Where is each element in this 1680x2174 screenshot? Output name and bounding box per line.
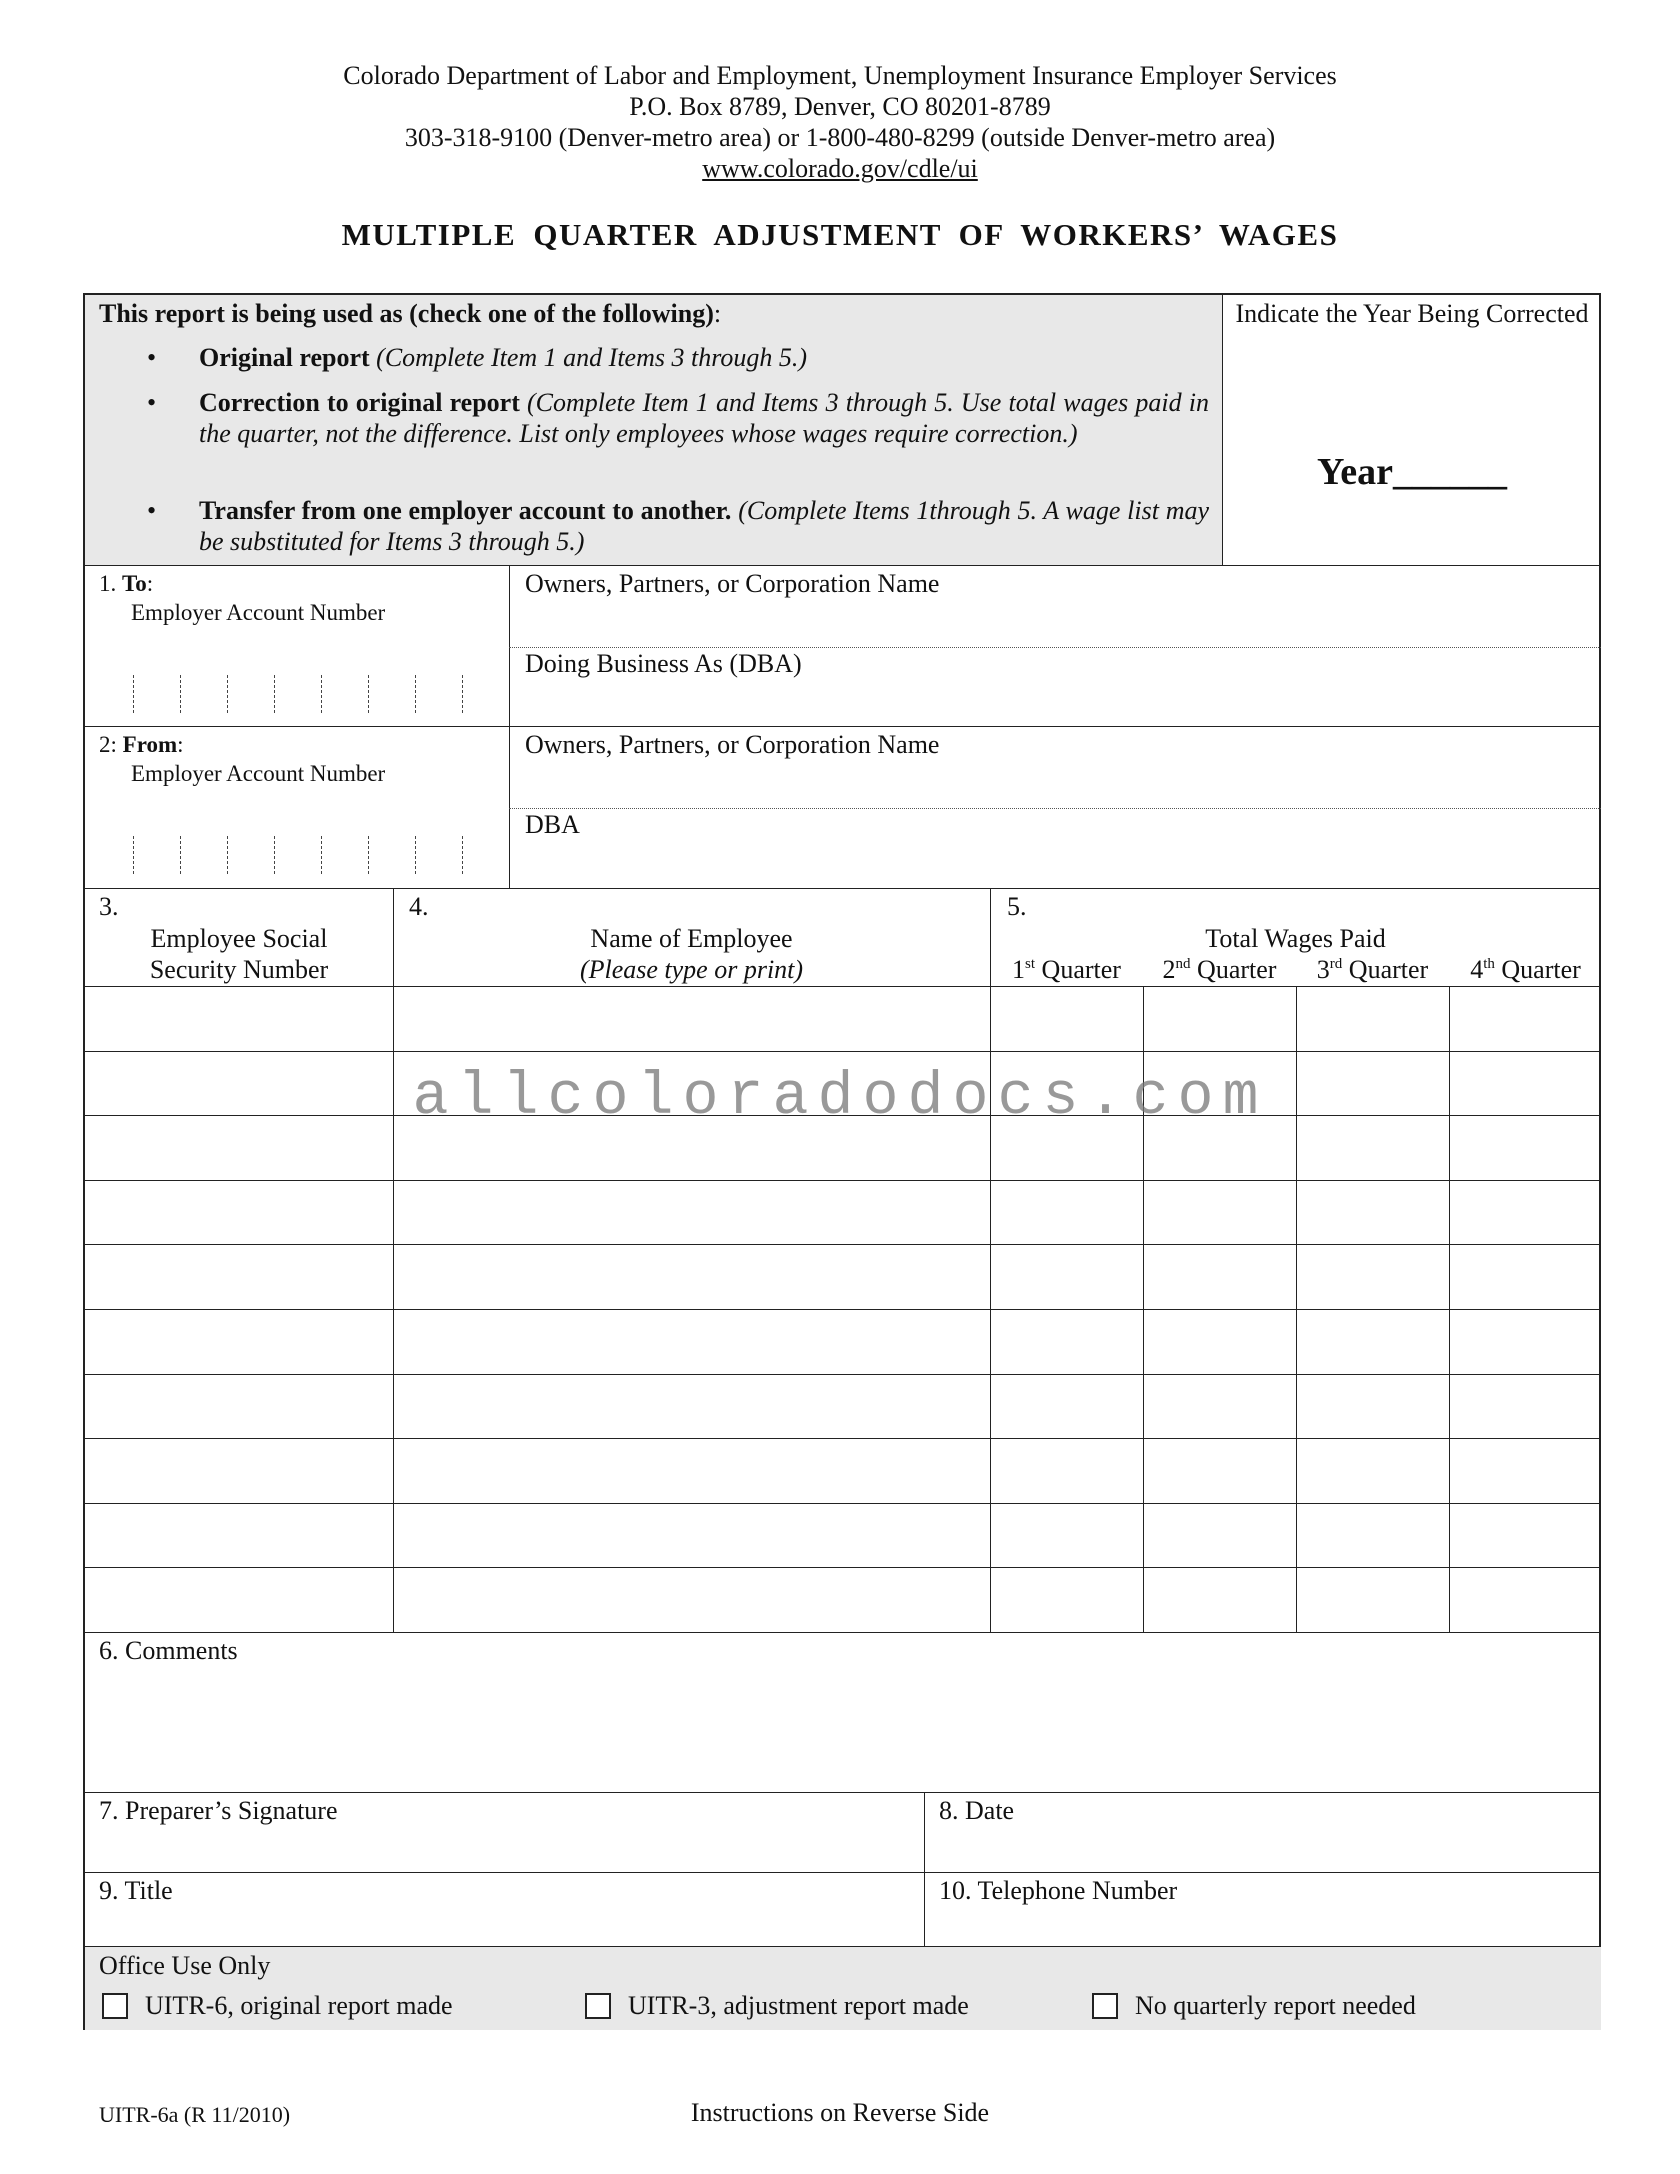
col3-number: 3. bbox=[99, 892, 119, 921]
q3-wages-cell[interactable] bbox=[1296, 1438, 1449, 1503]
item2-owner-label: Owners, Partners, or Corporation Name bbox=[525, 730, 940, 759]
form-id: UITR-6a (R 11/2010) bbox=[99, 2102, 291, 2127]
row-divider bbox=[85, 1438, 1601, 1439]
checkbox-uitr3-label: UITR-3, adjustment report made bbox=[628, 1991, 969, 2020]
quarter-header-3: 3rd Quarter bbox=[1316, 955, 1429, 984]
row-divider bbox=[85, 1180, 1601, 1181]
item1-account-label: Employer Account Number bbox=[131, 600, 386, 625]
option-correction-label: Correction to original report bbox=[199, 388, 520, 417]
q1-wages-cell[interactable] bbox=[990, 1180, 1143, 1245]
item2-owner-input[interactable] bbox=[515, 761, 1595, 806]
ssn-cell[interactable] bbox=[85, 1438, 393, 1503]
q3-wages-cell[interactable] bbox=[1296, 1309, 1449, 1374]
item1-owner-input[interactable] bbox=[515, 600, 1595, 645]
q4-wages-cell[interactable] bbox=[1449, 1374, 1601, 1439]
item1-dba-label: Doing Business As (DBA) bbox=[525, 649, 802, 678]
option-correction-note: (Complete Item 1 and Items 3 through 5. Use total wages paid in the quarter, not the difference. List only employees whose wages require correction.) bbox=[199, 388, 1210, 448]
checkbox-no-report[interactable] bbox=[1092, 1993, 1118, 2019]
col4-number: 4. bbox=[409, 892, 429, 921]
agency-address: P.O. Box 8789, Denver, CO 80201-8789 bbox=[629, 92, 1051, 121]
q1-wages-cell[interactable] bbox=[990, 1503, 1143, 1568]
signature-label: 7. Preparer’s Signature bbox=[99, 1796, 338, 1825]
item2-dba-input[interactable] bbox=[515, 841, 1595, 886]
item2-label: 2: From: bbox=[99, 732, 184, 757]
title-input[interactable] bbox=[93, 1907, 918, 1943]
quarter-header-1: 1st Quarter bbox=[1012, 955, 1121, 984]
ssn-cell[interactable] bbox=[85, 1374, 393, 1439]
table-row bbox=[85, 1567, 1601, 1632]
quarter-header-4: 4th Quarter bbox=[1470, 955, 1581, 984]
row-divider bbox=[85, 1503, 1601, 1504]
option-transfer[interactable]: • Transfer from one employer account to another. (Complete Items 1through 5. A wage list may be substituted for Items 3 through 5.) bbox=[147, 496, 1210, 556]
ssn-cell[interactable] bbox=[85, 986, 393, 1051]
q2-wages-cell[interactable] bbox=[1143, 1503, 1296, 1568]
q4-wages-cell[interactable] bbox=[1449, 1180, 1601, 1245]
row-divider bbox=[85, 1244, 1601, 1245]
row-divider bbox=[85, 1567, 1601, 1568]
phone-input[interactable] bbox=[931, 1907, 1591, 1943]
col5-number: 5. bbox=[1007, 892, 1027, 921]
item1-owner-label: Owners, Partners, or Corporation Name bbox=[525, 569, 940, 598]
ssn-cell[interactable] bbox=[85, 1309, 393, 1374]
date-input[interactable] bbox=[931, 1827, 1591, 1869]
instructions-note: Instructions on Reverse Side bbox=[690, 2098, 990, 2127]
report-type-prompt: This report is being used as (check one of the following): bbox=[99, 299, 722, 328]
option-original-note: (Complete Item 1 and Items 3 through 5.) bbox=[376, 343, 808, 372]
phone-label: 10. Telephone Number bbox=[939, 1876, 1178, 1905]
item1-dba-input[interactable] bbox=[515, 680, 1595, 725]
employee-name-cell[interactable] bbox=[393, 1374, 990, 1439]
comments-label: 6. Comments bbox=[99, 1636, 238, 1665]
ssn-cell[interactable] bbox=[85, 1180, 393, 1245]
q4-wages-cell[interactable] bbox=[1449, 1503, 1601, 1568]
table-row bbox=[85, 1374, 1601, 1439]
employee-name-cell[interactable] bbox=[393, 1309, 990, 1374]
watermark: allcoloradodocs.com bbox=[412, 1064, 1268, 1132]
q4-wages-cell[interactable] bbox=[1449, 1567, 1601, 1632]
table-row bbox=[85, 1180, 1601, 1245]
col3-header-1: Employee Social bbox=[150, 924, 328, 953]
agency-phone: 303-318-9100 (Denver-metro area) or 1-800-480-8299 (outside Denver-metro area) bbox=[404, 123, 1276, 152]
item1-label: 1. To: bbox=[99, 571, 154, 596]
q2-wages-cell[interactable] bbox=[1143, 1438, 1296, 1503]
employee-name-cell[interactable] bbox=[393, 1244, 990, 1309]
year-box-label: Indicate the Year Being Corrected bbox=[1235, 299, 1589, 328]
table-row bbox=[85, 1244, 1601, 1309]
signature-input[interactable] bbox=[93, 1827, 918, 1869]
form-body bbox=[83, 293, 1601, 2030]
form-title: MULTIPLE QUARTER ADJUSTMENT OF WORKERS’ WAGES bbox=[341, 217, 1339, 252]
row-divider bbox=[85, 1309, 1601, 1310]
q1-wages-cell[interactable] bbox=[990, 1244, 1143, 1309]
item2-account-input[interactable] bbox=[125, 836, 505, 876]
q3-wages-cell[interactable] bbox=[1296, 986, 1449, 1051]
q1-wages-cell[interactable] bbox=[990, 1374, 1143, 1439]
q1-wages-cell[interactable] bbox=[990, 1438, 1143, 1503]
option-original-label: Original report bbox=[199, 343, 370, 372]
option-transfer-label: Transfer from one employer account to another. bbox=[199, 496, 732, 525]
table-row bbox=[85, 1503, 1601, 1568]
q3-wages-cell[interactable] bbox=[1296, 1244, 1449, 1309]
q2-wages-cell[interactable] bbox=[1143, 986, 1296, 1051]
date-label: 8. Date bbox=[939, 1796, 1015, 1825]
q2-wages-cell[interactable] bbox=[1143, 1180, 1296, 1245]
col3-header-2: Security Number bbox=[149, 955, 329, 984]
checkbox-uitr6-label: UITR-6, original report made bbox=[145, 1991, 453, 2020]
col5-header: Total Wages Paid bbox=[1205, 924, 1386, 953]
item1-account-input[interactable] bbox=[125, 675, 505, 715]
office-use-label: Office Use Only bbox=[99, 1951, 271, 1980]
q3-wages-cell[interactable] bbox=[1296, 1180, 1449, 1245]
website-link[interactable]: www.colorado.gov/cdle/ui bbox=[702, 154, 978, 183]
ssn-cell[interactable] bbox=[85, 1244, 393, 1309]
q3-wages-cell[interactable] bbox=[1296, 1503, 1449, 1568]
q4-wages-cell[interactable] bbox=[1449, 986, 1601, 1051]
ssn-cell[interactable] bbox=[85, 1503, 393, 1568]
col4-subheader: (Please type or print) bbox=[579, 955, 804, 984]
table-row bbox=[85, 986, 1601, 1051]
q2-wages-cell[interactable] bbox=[1143, 1374, 1296, 1439]
q1-wages-cell[interactable] bbox=[990, 1309, 1143, 1374]
q2-wages-cell[interactable] bbox=[1143, 1244, 1296, 1309]
q3-wages-cell[interactable] bbox=[1296, 1567, 1449, 1632]
table-row bbox=[85, 1309, 1601, 1374]
item2-dba-label: DBA bbox=[525, 810, 580, 839]
q4-wages-cell[interactable] bbox=[1449, 1438, 1601, 1503]
employee-name-cell[interactable] bbox=[393, 1180, 990, 1245]
col4-header: Name of Employee bbox=[590, 924, 793, 953]
quarter-header-2: 2nd Quarter bbox=[1162, 955, 1277, 984]
row-divider bbox=[85, 1374, 1601, 1375]
table-row bbox=[85, 1438, 1601, 1503]
title-label: 9. Title bbox=[99, 1876, 173, 1905]
option-correction[interactable]: • Correction to original report (Complete Item 1 and Items 3 through 5. Use total wages paid in the quarter, not the difference. List only employees whose wages require correction.) bbox=[147, 388, 1210, 448]
website-wrap bbox=[0, 153, 1680, 184]
q2-wages-cell[interactable] bbox=[1143, 1309, 1296, 1374]
agency-name: Colorado Department of Labor and Employment, Unemployment Insurance Employer Services bbox=[343, 61, 1337, 90]
employee-name-cell[interactable] bbox=[393, 1567, 990, 1632]
comments-input[interactable] bbox=[93, 1670, 1593, 1790]
q4-wages-cell[interactable] bbox=[1449, 1244, 1601, 1309]
checkbox-no-report-label: No quarterly report needed bbox=[1135, 1991, 1416, 2020]
employee-name-cell[interactable] bbox=[393, 1503, 990, 1568]
item2-account-label: Employer Account Number bbox=[131, 761, 386, 786]
q3-wages-cell[interactable] bbox=[1296, 1374, 1449, 1439]
option-original[interactable]: • Original report (Complete Item 1 and Items 3 through 5.) bbox=[147, 343, 808, 372]
ssn-cell[interactable] bbox=[85, 1567, 393, 1632]
q2-wages-cell[interactable] bbox=[1143, 1567, 1296, 1632]
q1-wages-cell[interactable] bbox=[990, 986, 1143, 1051]
option-transfer-note: (Complete Items 1through 5. A wage list may be substituted for Items 3 through 5.) bbox=[199, 496, 1210, 556]
q1-wages-cell[interactable] bbox=[990, 1567, 1143, 1632]
employee-name-cell[interactable] bbox=[393, 986, 990, 1051]
row-divider bbox=[85, 1051, 1601, 1052]
q4-wages-cell[interactable] bbox=[1449, 1309, 1601, 1374]
year-field[interactable]: Year______ bbox=[1317, 451, 1507, 493]
employee-name-cell[interactable] bbox=[393, 1438, 990, 1503]
checkbox-uitr6[interactable] bbox=[102, 1993, 128, 2019]
checkbox-uitr3[interactable] bbox=[585, 1993, 611, 2019]
